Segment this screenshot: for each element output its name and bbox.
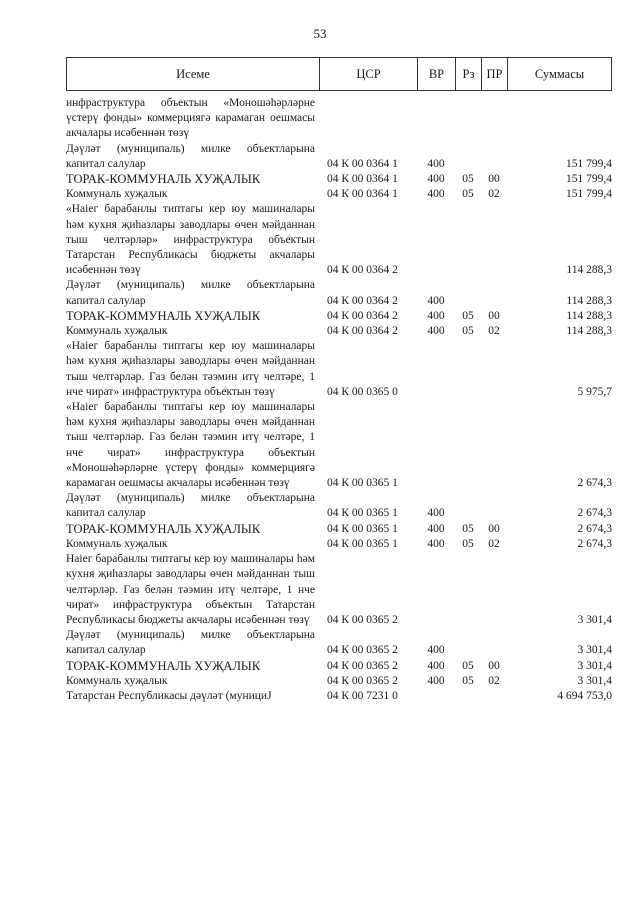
cell-vr: 400	[427, 507, 445, 520]
cell-sum: 2 674,3	[577, 522, 612, 535]
header-vr: ВР	[418, 58, 456, 90]
table-row	[66, 659, 612, 674]
cell-name: ТОРАК-КОММУНАЛЬ ХУҖАЛЫК	[66, 521, 261, 536]
cell-csr: 04 К 00 0365 1	[327, 477, 398, 490]
cell-name: ТОРАК-КОММУНАЛЬ ХУҖАЛЫК	[66, 658, 261, 673]
cell-sum: 114 288,3	[566, 264, 612, 277]
cell-pr: 00	[488, 173, 500, 186]
cell-name: Дәүләт (муниципаль) милке объектларына капитал салулар	[66, 142, 315, 170]
cell-name: Наiег барабанлы типтагы кер юу машиналары һәм кухня җиһазлары заводлары өчен мәйданнан тыш челтәрләр. Газ белән тәэмин итү челтәре, 1 нче чират» инфраструктура объектын Татарстан Республикасы бюджеты акчалары исәбеннән төзү	[66, 553, 315, 626]
cell-vr: 400	[427, 537, 445, 550]
table-row	[66, 96, 612, 142]
table-row	[66, 689, 612, 704]
budget-table	[66, 57, 612, 704]
cell-csr: 04 К 00 0364 2	[327, 294, 398, 307]
table-row	[66, 202, 612, 278]
cell-vr: 400	[427, 674, 445, 687]
cell-vr: 400	[427, 325, 445, 338]
cell-sum: 3 301,4	[577, 613, 612, 626]
cell-csr: 04 К 00 7231 0	[327, 689, 398, 702]
cell-pr: 00	[488, 522, 500, 535]
cell-csr: 04 К 00 0365 2	[327, 613, 398, 626]
cell-csr: 04 К 00 0364 2	[327, 264, 398, 277]
cell-name: «Наiег барабанлы типтагы кер юу машиналары һәм кухня җиһазлары заводлары өчен мәйданнан тыш челтәрләр» инфраструктура объектын Татарстан Республикасы бюджеты акчалары исәбеннән төзү	[66, 203, 315, 277]
table-row	[66, 522, 612, 537]
cell-csr: 04 К 00 0365 1	[327, 507, 398, 520]
cell-csr: 04 К 00 0365 1	[327, 522, 398, 535]
table-row	[66, 537, 612, 552]
cell-name: ТОРАК-КОММУНАЛЬ ХУҖАЛЫК	[66, 172, 261, 187]
cell-sum: 151 799,4	[566, 173, 612, 186]
table-row	[66, 628, 612, 658]
cell-csr: 04 К 00 0364 2	[327, 309, 398, 322]
cell-vr: 400	[427, 294, 445, 307]
cell-rz: 05	[462, 325, 474, 338]
cell-rz: 05	[462, 522, 474, 535]
cell-rz: 05	[462, 173, 474, 186]
header-rz: Рз	[456, 58, 482, 90]
cell-name: Коммуналь хуҗалык	[66, 537, 168, 550]
cell-name: Дәүләт (муниципаль) милке объектларына капитал салулар	[66, 492, 315, 520]
table-row	[66, 324, 612, 339]
table-row	[66, 339, 612, 400]
cell-csr: 04 К 00 0364 1	[327, 188, 398, 201]
cell-rz: 05	[462, 188, 474, 201]
table-row	[66, 552, 612, 628]
cell-name: «Наiег барабанлы типтагы кер юу машиналары һәм кухня җиһазлары заводлары өчен мәйданнан тыш челтәрләр. Газ белән тәэмин итү челтәре, 1 нче чират» инфраструктура объектын төзү	[66, 340, 315, 398]
cell-rz: 05	[462, 309, 474, 322]
header-name: Исеме	[67, 58, 320, 90]
cell-vr: 400	[427, 644, 445, 657]
header-sum: Суммасы	[534, 66, 585, 81]
cell-sum: 5 975,7	[577, 385, 612, 398]
cell-csr: 04 К 00 0365 1	[327, 537, 398, 550]
cell-pr: 02	[488, 325, 500, 338]
cell-name: Коммуналь хуҗалык	[66, 188, 168, 201]
cell-rz: 05	[462, 537, 474, 550]
table-row	[66, 172, 612, 187]
cell-sum: 151 799,4	[566, 188, 612, 201]
cell-name: инфраструктура объектын «Моношәһәрләрне үстерү фонды» коммерциягә карамаган оешмасы акчалары исәбеннән төзү	[66, 97, 315, 140]
cell-sum: 3 301,4	[577, 674, 612, 687]
cell-name: Дәүләт (муниципаль) милке объектларына капитал салулар	[66, 279, 315, 307]
cell-vr: 400	[427, 309, 445, 322]
table-row	[66, 400, 612, 491]
cell-name: Дәүләт (муниципаль) милке объектларына капитал салулар	[66, 629, 315, 657]
table-row	[66, 491, 612, 521]
cell-sum: 3 301,4	[577, 644, 612, 657]
cell-pr: 02	[488, 188, 500, 201]
header-pr: ПР	[482, 58, 508, 90]
table-row	[66, 278, 612, 308]
cell-sum: 3 301,4	[577, 659, 612, 672]
cell-csr: 04 К 00 0364 1	[327, 157, 398, 170]
cell-csr: 04 К 00 0364 2	[327, 325, 398, 338]
header-csr: ЦСР	[320, 58, 418, 90]
cell-rz: 05	[462, 674, 474, 687]
cell-pr: 02	[488, 674, 500, 687]
cell-sum: 2 674,3	[577, 537, 612, 550]
cell-name: Коммуналь хуҗалык	[66, 325, 168, 338]
table-row	[66, 187, 612, 202]
cell-sum: 114 288,3	[566, 325, 612, 338]
cell-pr: 00	[488, 309, 500, 322]
table-body	[66, 96, 612, 704]
table-row	[66, 142, 612, 172]
cell-sum: 2 674,3	[577, 507, 612, 520]
cell-csr: 04 К 00 0365 2	[327, 644, 398, 657]
table-row	[66, 674, 612, 689]
table-header	[66, 57, 612, 91]
cell-sum: 114 288,3	[566, 309, 612, 322]
cell-sum: 4 694 753,0	[557, 689, 612, 702]
cell-pr: 00	[488, 659, 500, 672]
cell-vr: 400	[427, 173, 445, 186]
cell-vr: 400	[427, 659, 445, 672]
page-number: 53	[313, 26, 327, 41]
cell-pr: 02	[488, 537, 500, 550]
cell-csr: 04 К 00 0364 1	[327, 173, 398, 186]
cell-name: Татарстан Республикасы дәүләт (мунициJ	[66, 689, 272, 702]
cell-vr: 400	[427, 157, 445, 170]
cell-name: Коммуналь хуҗалык	[66, 674, 168, 687]
cell-sum: 2 674,3	[577, 477, 612, 490]
cell-csr: 04 К 00 0365 2	[327, 659, 398, 672]
cell-rz: 05	[462, 659, 474, 672]
cell-csr: 04 К 00 0365 0	[327, 385, 398, 398]
cell-name: «Наiег барабанлы типтагы кер юу машиналары һәм кухня җиһазлары заводлары өчен мәйданнан тыш челтәрләр. Газ белән тәэмин итү челтәре, 1 нче чират» инфраструктура объектын «Моношәһәрләрне үстерү фонды» коммерциягә карамаган оешмасы акчалары исәбеннән төзү	[66, 401, 315, 490]
cell-csr: 04 К 00 0365 2	[327, 674, 398, 687]
cell-name: ТОРАК-КОММУНАЛЬ ХУҖАЛЫК	[66, 308, 261, 323]
table-row	[66, 309, 612, 324]
cell-sum: 114 288,3	[566, 294, 612, 307]
cell-vr: 400	[427, 188, 445, 201]
cell-vr: 400	[427, 522, 445, 535]
cell-sum: 151 799,4	[566, 157, 612, 170]
